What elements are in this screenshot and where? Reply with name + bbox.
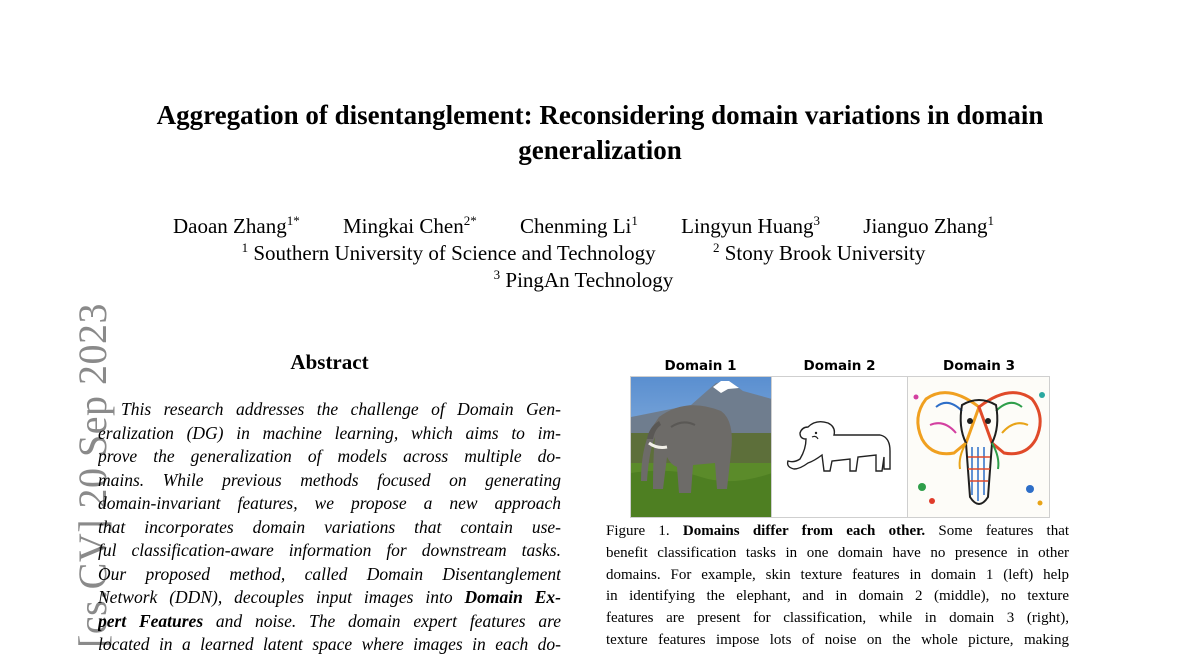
abstract-line: located in a learned latent space where images in each do- [98, 634, 561, 654]
abstract-emphasis: Domain Ex- [464, 587, 561, 607]
domain-label: Domain 2 [803, 358, 876, 374]
paper-title: Aggregation of disentanglement: Reconsidering domain variations in domain generalization [156, 100, 1044, 165]
caption-bold-title: Domains differ from each other. [682, 523, 926, 539]
affiliation [713, 241, 925, 265]
author-name: Lingyun Huang [681, 214, 814, 238]
affiliation-name: PingAn Technology [505, 268, 674, 292]
abstract-line: eralization (DG) in machine learning, which aims to im- [98, 422, 561, 443]
author-name: Jianguo Zhang [863, 214, 988, 238]
author [863, 214, 994, 238]
domain-1-photo-elephant-image [631, 377, 771, 517]
figure-1 [630, 356, 1050, 518]
caption-line: domains. For example, skin texture features in domain 1 (left) help [606, 566, 1069, 583]
affiliation-mark: 1 [241, 240, 249, 255]
abstract-body [98, 398, 561, 657]
domain-label: Domain 3 [943, 358, 1015, 374]
abstract-line [98, 610, 561, 634]
affiliation [494, 268, 674, 292]
affiliation-mark: 2 [712, 240, 720, 255]
arxiv-identifier-stamp: [cs.CV] 20 Sep 2023 [70, 302, 115, 648]
abstract-line: Our proposed method, called Domain Disentanglement [98, 563, 561, 584]
author-affil-mark: 1 [987, 213, 995, 228]
abstract-line: ful classification-aware information for downstream tasks. [98, 540, 561, 560]
author [681, 214, 820, 238]
caption-line [606, 521, 1069, 543]
abstract-line: domain-invariant features, we propose a new approach [98, 493, 561, 513]
abstract-line: This research addresses the challenge of Domain Gen- [121, 399, 561, 419]
author [343, 214, 477, 238]
author [173, 214, 300, 238]
caption-line: texture features impose lots of noise on the whole picture, making [606, 631, 1069, 648]
author-affil-mark: 1* [286, 213, 300, 228]
abstract-heading: Abstract [290, 350, 369, 374]
author-name: Mingkai Chen [342, 214, 464, 238]
abstract-line: mains. While previous methods focused on generating [98, 469, 561, 490]
domain-2-sketch-elephant-image [771, 377, 909, 517]
abstract-text: Network (DDN), decouples input images into [98, 587, 465, 607]
affiliation-name: Stony Brook University [724, 241, 926, 265]
caption-line: in identifying the elephant, and in domain 2 (middle), no texture [606, 588, 1069, 605]
abstract-line: prove the generalization of models across multiple do- [98, 446, 561, 466]
figure-1-caption [606, 521, 1069, 652]
author [520, 214, 638, 238]
author-name: Chenming Li [519, 214, 632, 238]
affiliation-name: Southern University of Science and Technology [253, 241, 656, 265]
caption-line: benefit classification tasks in one domain have no presence in other [606, 544, 1069, 561]
author-affil-mark: 1 [631, 213, 638, 228]
caption-text: Some features that [938, 523, 1069, 539]
abstract-text: and noise. The domain expert features are [215, 610, 561, 631]
abstract-line: that incorporates domain variations that contain use- [98, 516, 561, 537]
domain-label: Domain 1 [664, 358, 737, 374]
domain-3-art-elephant-image [908, 377, 1049, 517]
affiliation-mark: 3 [493, 267, 501, 282]
domain-image-row [630, 376, 1050, 518]
domain-label-row [630, 356, 1050, 376]
author-affil-mark: 3 [813, 213, 821, 228]
author-affil-mark: 2* [463, 213, 477, 228]
author-name: Daoan Zhang [172, 214, 287, 238]
caption-label: Figure 1. [606, 523, 670, 539]
caption-line: features are present for classification, while in domain 3 (right), [606, 610, 1069, 627]
affiliation [242, 241, 656, 265]
abstract-emphasis: pert Features [98, 610, 204, 631]
abstract-line [98, 586, 561, 610]
affiliation-line [0, 267, 1167, 294]
affiliation-line [0, 240, 1167, 267]
author-list [0, 213, 1167, 240]
